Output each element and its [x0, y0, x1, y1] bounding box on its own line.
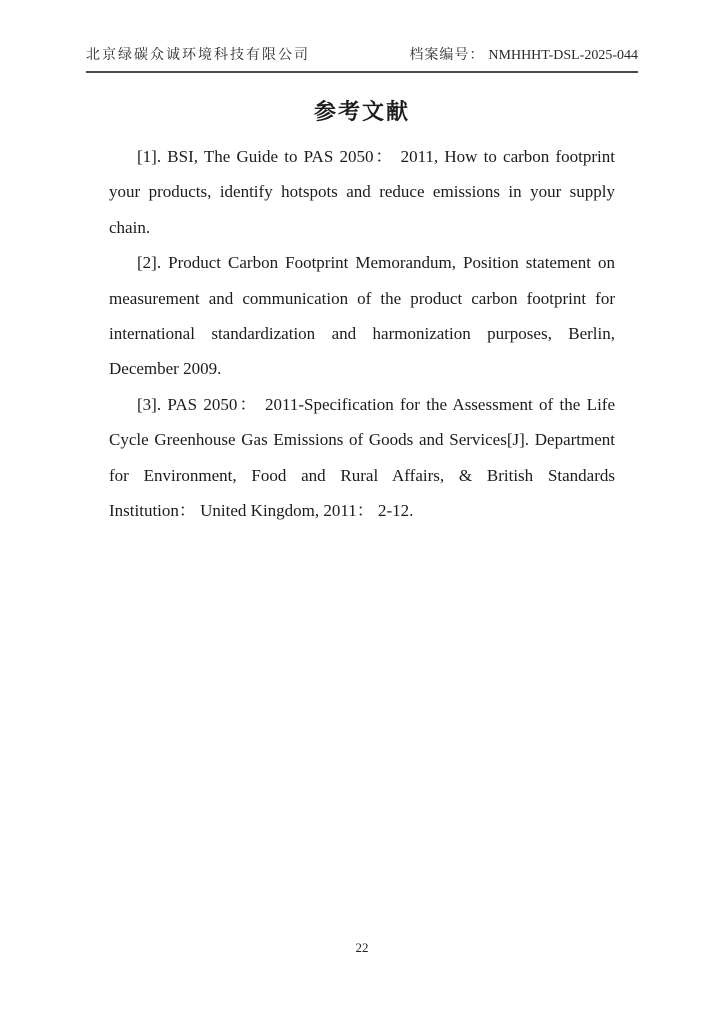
doc-number [409, 44, 638, 64]
page-number: 22 [355, 940, 369, 955]
doc-number-label: 档案编号： [409, 48, 485, 63]
doc-number-value: NMHHHT-DSL-2025-044 [488, 48, 638, 63]
reference-item: [1]. BSI, The Guide to PAS 2050： 2011, How to carbon footprint your products, identify hotspots and reduce emissions in your supply chain. [109, 147, 615, 237]
page-header [86, 44, 638, 73]
reference-item: [3]. PAS 2050： 2011-Specification for the Assessment of the Life Cycle Greenhouse Gas Emissions of Goods and Services[J]. Department for Environment, Food and Rural Affairs, & British Standards Institution： United Kingdom, 2011： 2-12. [109, 394, 615, 521]
reference-item: [2]. Product Carbon Footprint Memorandum, Position statement on measurement and communication of the product carbon footprint for international standardization and harmonization purposes, Berlin, December 2009. [109, 253, 615, 379]
page-title: 参考文献 [313, 99, 410, 124]
company-name: 北京绿碳众诚环境科技有限公司 [86, 48, 310, 63]
references-section [109, 139, 615, 528]
